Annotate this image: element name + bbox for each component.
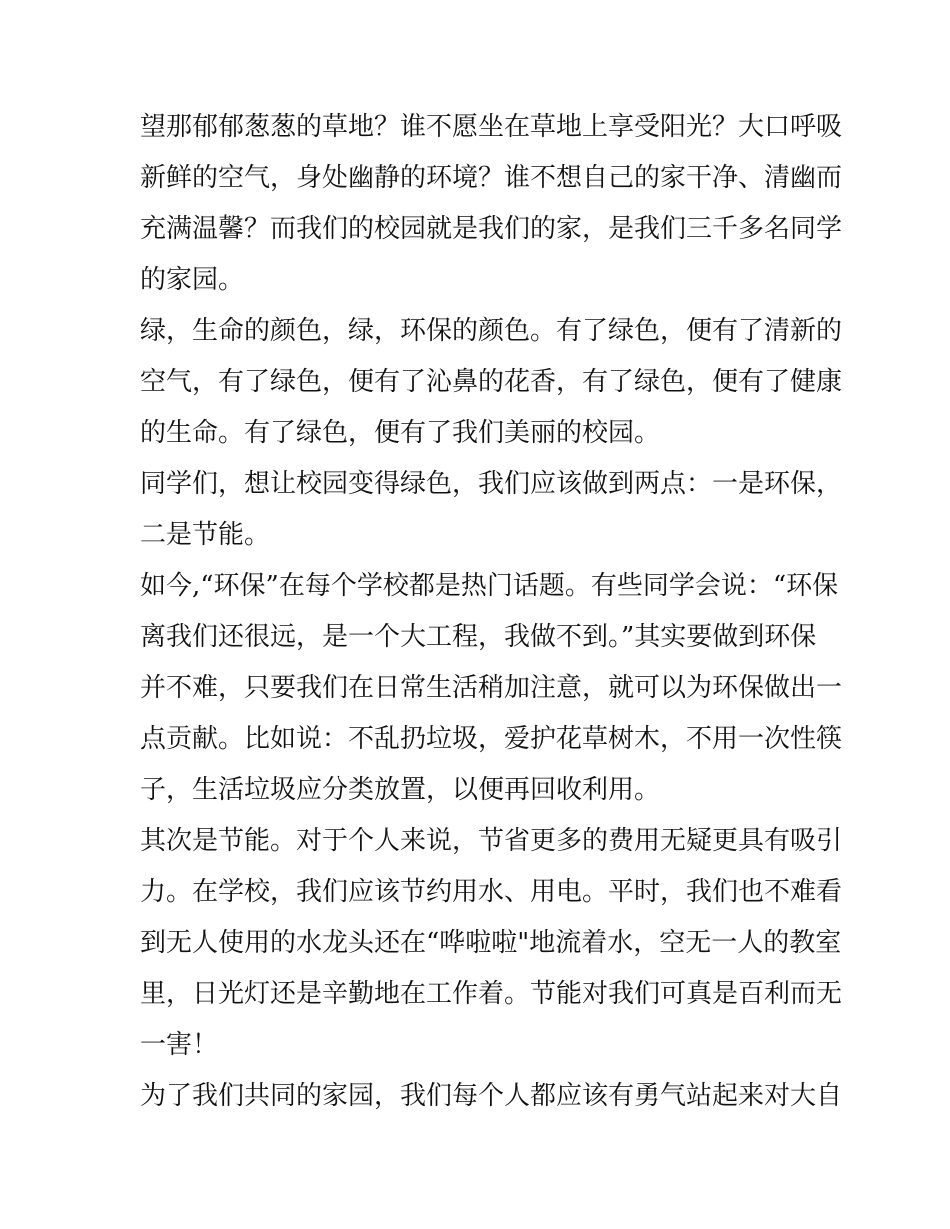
text-line: 望那郁郁葱葱的草地？谁不愿坐在草地上享受阳光？大口呼吸 — [140, 112, 843, 142]
text-line: 的生命。有了绿色，便有了我们美丽的校园。 — [140, 418, 661, 448]
text-line: 到无人使用的水龙头还在“哗啦啦"地流着水，空无一人的教室 — [140, 928, 842, 958]
text-line: 如今,“环保”在每个学校都是热门话题。有些同学会说：“环保 — [140, 571, 839, 601]
text-line: 子，生活垃圾应分类放置，以便再回收利用。 — [140, 775, 661, 805]
document-body — [140, 102, 843, 1122]
text-line: 力。在学校，我们应该节约用水、用电。平时，我们也不难看 — [140, 877, 843, 907]
text-line: 的家园。 — [140, 265, 245, 295]
text-line: 同学们，想让校园变得绿色，我们应该做到两点：一是环保， — [140, 469, 843, 499]
text-line: 为了我们共同的家园，我们每个人都应该有勇气站起来对大自 — [140, 1081, 843, 1111]
text-line: 其次是节能。对于个人来说，节省更多的费用无疑更具有吸引 — [140, 826, 843, 856]
text-line: 新鲜的空气，身处幽静的环境？谁不想自己的家干净、清幽而 — [140, 163, 843, 193]
text-line: 并不难，只要我们在日常生活稍加注意，就可以为环保做出一 — [140, 673, 843, 703]
text-line: 二是节能。 — [140, 520, 271, 550]
text-line: 空气，有了绿色，便有了沁鼻的花香，有了绿色，便有了健康 — [140, 367, 843, 397]
text-line: 点贡献。比如说：不乱扔垃圾，爱护花草树木，不用一次性筷 — [140, 724, 843, 754]
text-line: 充满温馨？而我们的校园就是我们的家，是我们三千多名同学 — [140, 214, 843, 244]
text-line: 离我们还很远，是一个大工程，我做不到。”其实要做到环保 — [140, 622, 817, 652]
text-line: 里，日光灯还是辛勤地在工作着。节能对我们可真是百利而无 — [140, 979, 843, 1009]
text-line: 一害！ — [140, 1030, 219, 1060]
text-line: 绿，生命的颜色，绿，环保的颜色。有了绿色，便有了清新的 — [140, 316, 843, 346]
